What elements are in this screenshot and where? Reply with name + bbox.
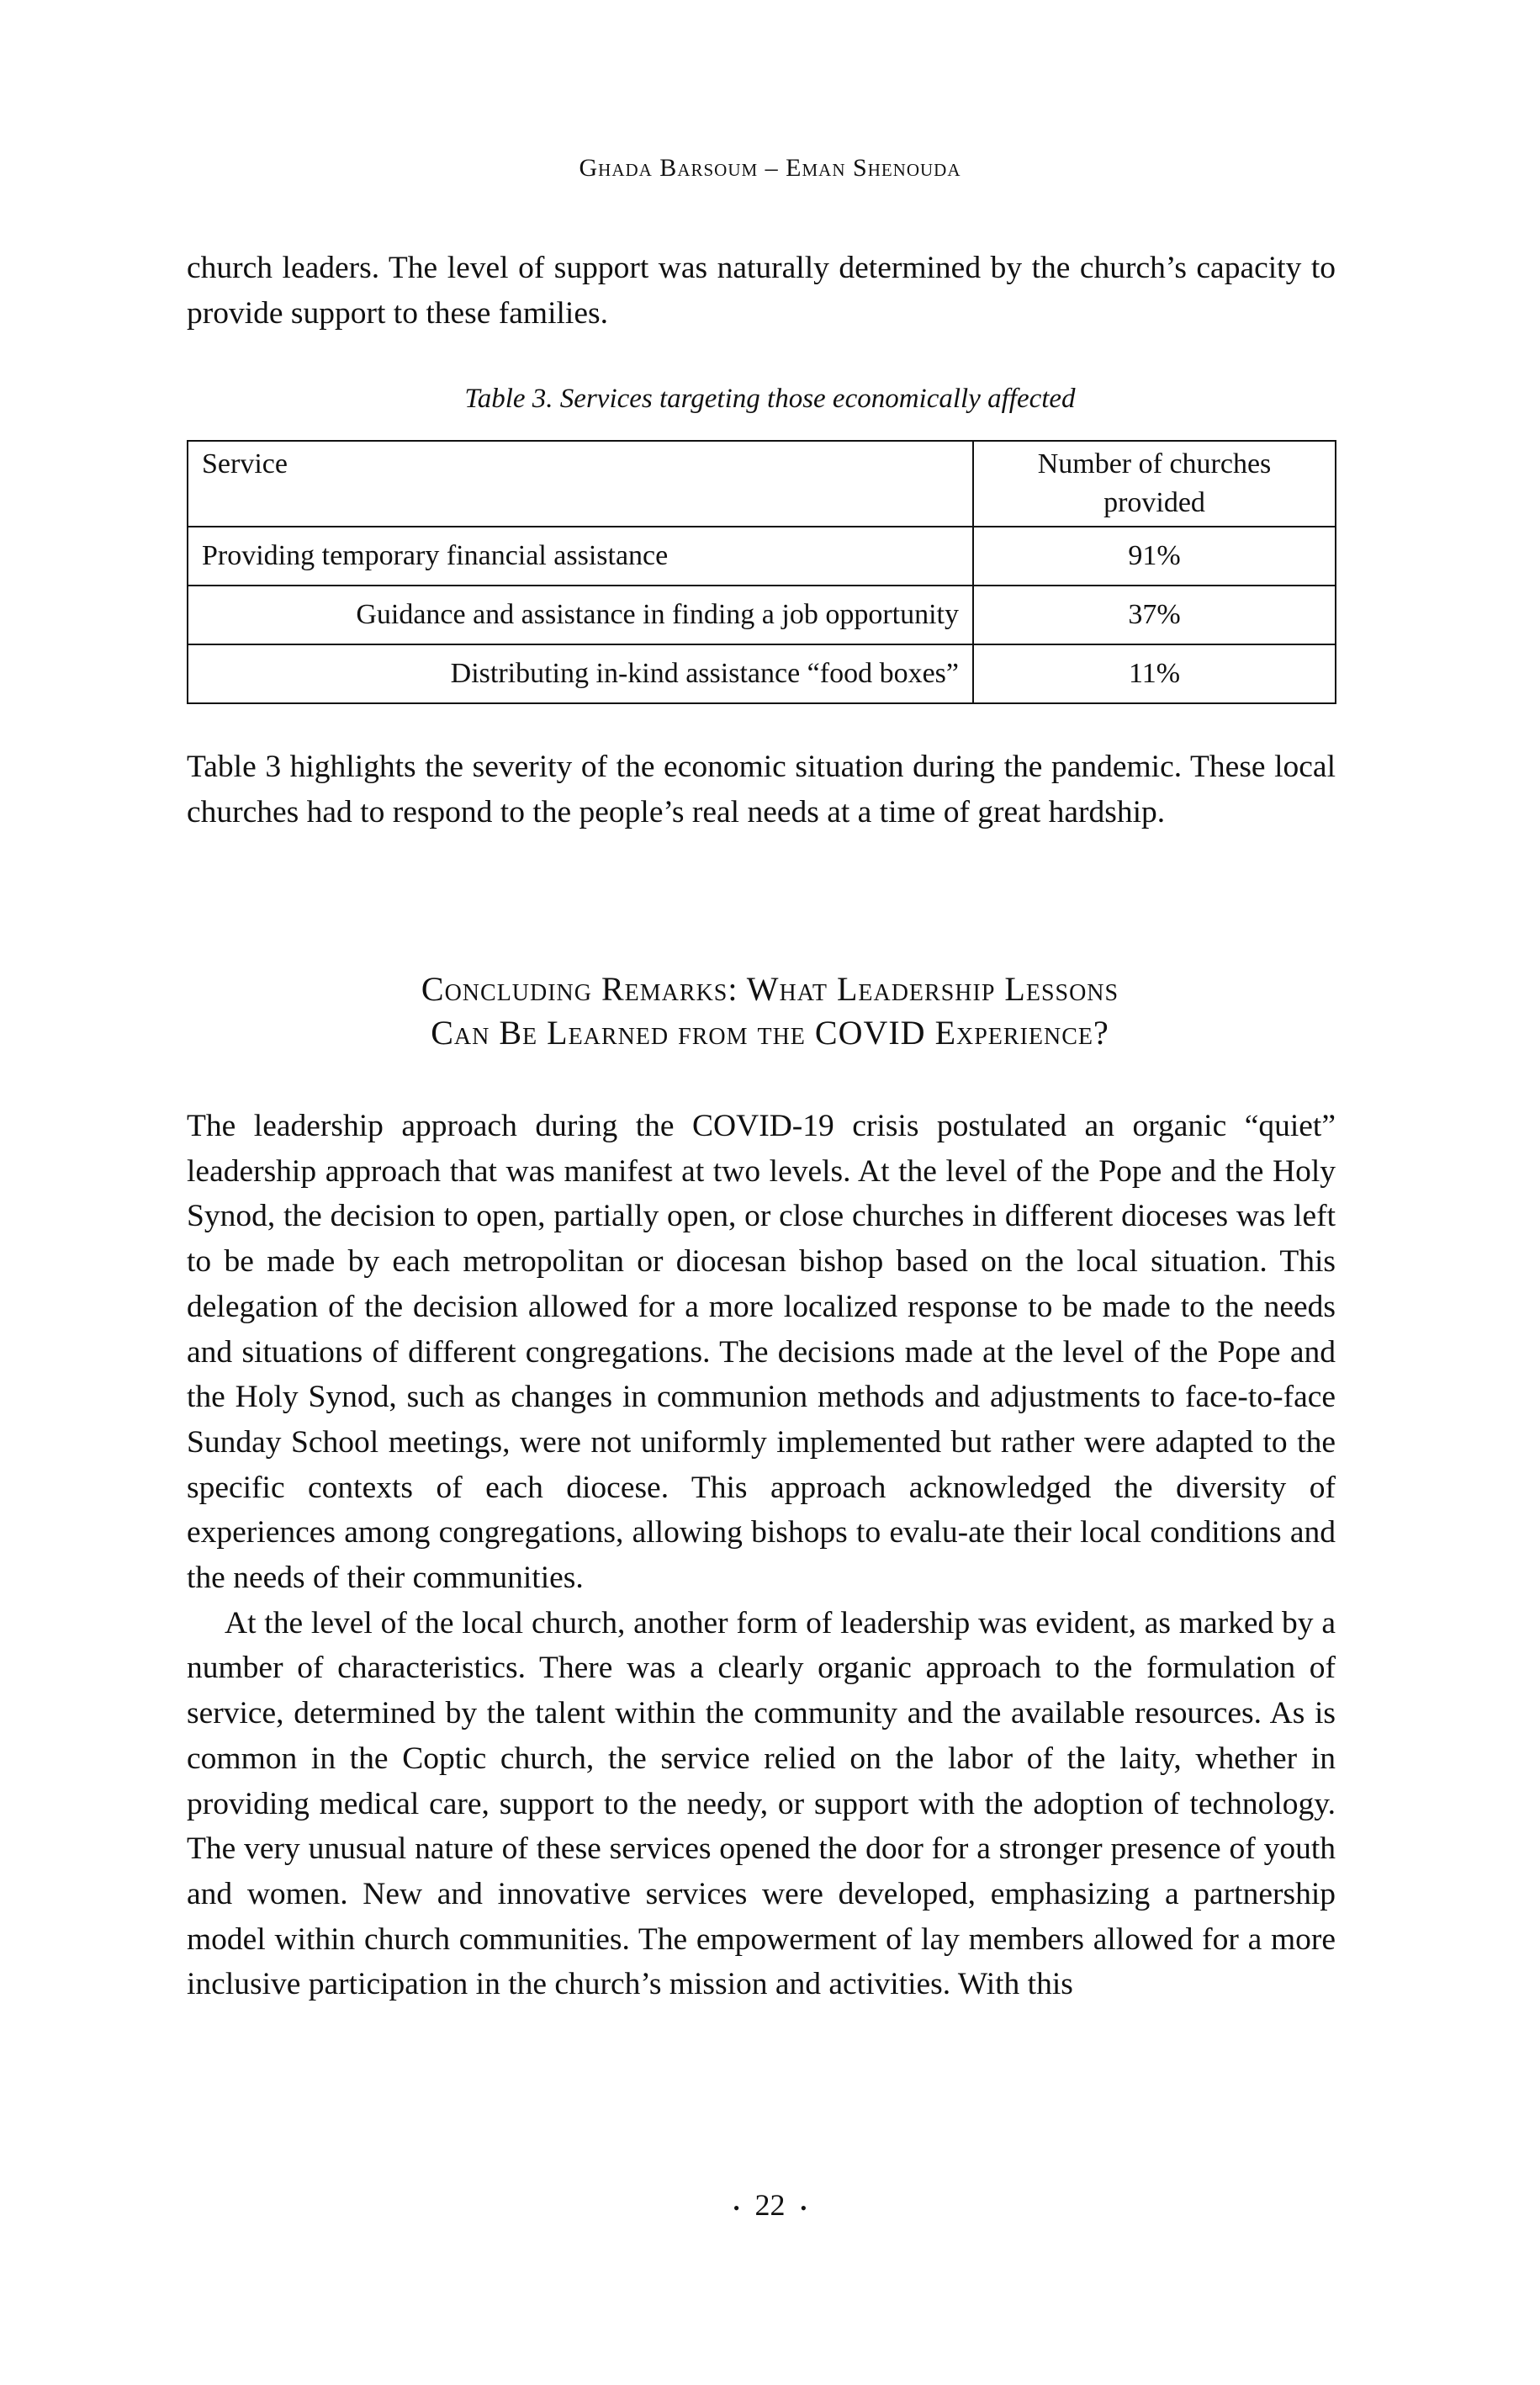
running-head: Ghada Barsoum – Eman Shenouda xyxy=(579,154,961,182)
paragraph: The leadership approach during the COVID-19 crisis postulated an organic “quiet” leadership approach that was manifest at two levels. At the level of the Pope and the Holy Synod, the decision to open, partially open, or close churches in different dioceses was left to be made by each metropolitan or diocesan bishop based on the local situation. This delegation of the decision allowed for a more localized response to be made to the needs and situations of different congregations. The decisions made at the level of the Pope and the Holy Synod, such as changes in communion methods and adjustments to face-to-face Sunday School meetings, were not uniformly implemented but rather were adapted to the specific contexts of each diocese. This approach acknowledged the diversity of experiences among congregations, allowing bishops to evalu-ate their local conditions and the needs of their communities. xyxy=(187,1109,1336,1596)
service-cell: Distributing in-kind assistance “food boxes” xyxy=(188,644,973,703)
value-cell: 91% xyxy=(973,527,1336,586)
header-number-of-churches: Number of churches provided xyxy=(973,441,1336,527)
paragraph: church leaders. The level of support was naturally determined by the church’s capacity to provide support to these families. xyxy=(187,251,1336,331)
bullet-icon: • xyxy=(733,2197,740,2218)
paragraph: At the level of the local church, another form of leadership was evident, as marked by a number of characteristics. There was a clearly organic approach to the formulation of service, determined by the talent within the community and the available resources. As is common in the Coptic church, the service relied on the labor of the laity, whether in providing medical care, support to the needy, or support with the adoption of technology. The very unusual nature of these services opened the door for a stronger presence of youth and women. New and innovative services were developed, emphasizing a partnership model within church communities. The empowerment of lay members allowed for a more inclusive participation in the church’s mission and activities. With this xyxy=(187,1605,1336,2002)
table-header-row xyxy=(188,441,1336,527)
bullet-icon: • xyxy=(800,2197,807,2218)
section-heading xyxy=(0,967,1540,1055)
table-row xyxy=(188,586,1336,644)
section-heading-line: Can Be Learned from the COVID Experience? xyxy=(431,1014,1109,1052)
table-caption: Table 3. Services targeting those economically affected xyxy=(464,384,1076,414)
value-cell: 37% xyxy=(973,586,1336,644)
value-cell: 11% xyxy=(973,644,1336,703)
concluding-body xyxy=(187,1104,1336,2007)
table-row xyxy=(188,644,1336,703)
page-number: 22 xyxy=(754,2188,786,2222)
service-cell: Guidance and assistance in finding a job opportunity xyxy=(188,586,973,644)
table-discussion xyxy=(187,745,1336,835)
service-cell: Providing temporary financial assistance xyxy=(188,527,973,586)
paragraph: Table 3 highlights the severity of the economic situation during the pandemic. These local churches had to respond to the people’s real needs at a time of great hardship. xyxy=(187,750,1336,829)
table-row xyxy=(188,527,1336,586)
page-footer xyxy=(0,2187,1540,2223)
services-table xyxy=(187,440,1336,704)
header-service: Service xyxy=(188,441,973,527)
section-heading-line: Concluding Remarks: What Leadership Lessons xyxy=(421,970,1119,1008)
intro-paragraph xyxy=(187,246,1336,336)
